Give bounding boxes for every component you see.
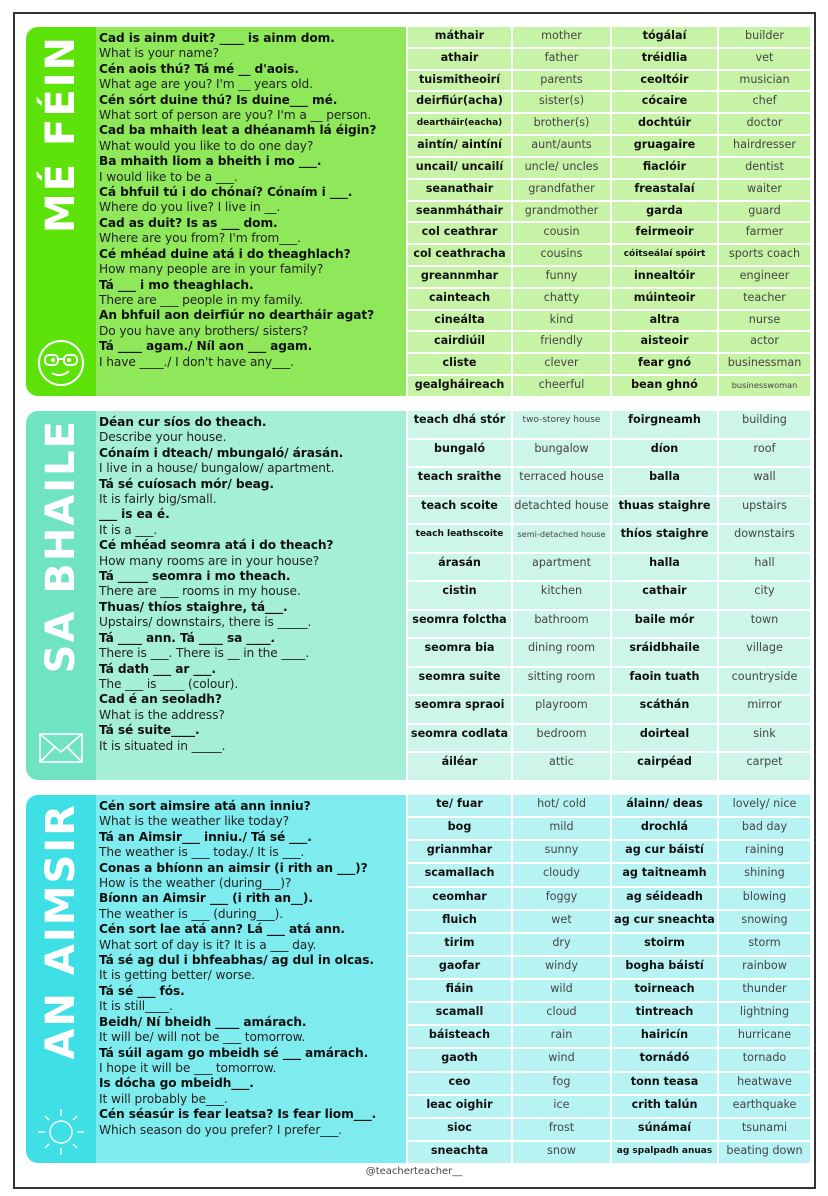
vocab-english-cell: semi-detached house [513, 525, 610, 552]
phrase-irish: Tá dath ___ ar ___. [99, 661, 216, 676]
phrase-irish: Cá bhfuil tú i do chónaí? Cónaím i ___. [99, 185, 353, 200]
vocab-irish-cell: gealgháireach [408, 376, 511, 396]
vocab-english-cell: bungalow [513, 440, 610, 467]
vocab-irish-cell: tintreach [612, 1003, 717, 1024]
vocab-english-cell: wall [719, 468, 810, 495]
vocab-english-cell: rainbow [719, 957, 810, 978]
vocab-irish-cell: cistin [408, 582, 511, 609]
vocab-english-cell: rain [513, 1026, 610, 1047]
phrase-irish: ___ is ea é. [99, 507, 170, 522]
vocab-irish-cell: tornádó [612, 1049, 717, 1070]
vocab-irish-cell: thíos staighre [612, 525, 717, 552]
vocab-english-cell: blowing [719, 888, 810, 909]
vocab-english-cell: lovely/ nice [719, 795, 810, 816]
phrase-irish: Tá sé ___ fós. [99, 983, 185, 998]
phrase-english: Describe your house. [99, 430, 227, 445]
vocab-irish-cell: árasán [408, 554, 511, 581]
vocab-irish-cell: te/ fuar [408, 795, 511, 816]
phrase-irish: Bíonn an Aimsir ___ (i rith an__). [99, 891, 313, 906]
vocab-english-cell: downstairs [719, 525, 810, 552]
phrase-english: There is ___. There is __ in the ____. [99, 646, 310, 661]
vocab-irish-cell: múinteoir [612, 289, 717, 309]
vocab-irish-cell: ag cur sneachta [612, 911, 717, 932]
vocab-english-cell: musician [719, 71, 810, 91]
vocab-irish-cell: díon [612, 440, 717, 467]
phrase-english: What sort of person are you? I'm a __ person. [99, 108, 372, 123]
phrase-english: Where are you from? I'm from___. [99, 231, 301, 246]
vocab-english-cell: building [719, 411, 810, 438]
phrase-irish: Cén sort aimsire atá ann inniu? [99, 799, 311, 813]
glasses-face-icon [36, 338, 86, 388]
phrase-english: It is getting better/ worse. [99, 968, 256, 983]
vocab-english-cell: businessman [719, 354, 810, 374]
vocab-irish-cell: sioc [408, 1119, 511, 1140]
section-title: SA BHAILE [38, 419, 84, 674]
phrase-english: I have ____./ I don't have any___. [99, 354, 294, 369]
vocab-english-cell: kitchen [513, 582, 610, 609]
vocab-english-cell: heatwave [719, 1073, 810, 1094]
phrase-irish: Déan cur síos do theach. [99, 415, 267, 429]
vocab-irish-cell: fiáin [408, 980, 511, 1001]
phrase-irish: Tá an Aimsir___ inniu./ Tá sé ___. [99, 829, 312, 844]
vocab-irish-cell: teach dhá stór [408, 411, 511, 438]
vocab-english-cell: upstairs [719, 497, 810, 524]
phrase-english: What is the address? [99, 707, 225, 722]
phrase-english: Do you have any brothers/ sisters? [99, 323, 309, 338]
vocab-irish-cell: ag spalpadh anuas [612, 1142, 717, 1163]
vocab-irish-cell: toirneach [612, 980, 717, 1001]
phrase-irish: Cónaím i dteach/ mbungaló/ árasán. [99, 445, 344, 460]
vocab-english-cell: hall [719, 554, 810, 581]
vocab-english-cell: actor [719, 332, 810, 352]
vocab-english-cell: wind [513, 1049, 610, 1070]
phrase-english: How many rooms are in your house? [99, 553, 320, 568]
vocab-irish-cell: seanmháthair [408, 202, 511, 222]
vocab-english-cell: terraced house [513, 468, 610, 495]
vocab-english-cell: brother(s) [513, 114, 610, 134]
vocab-english-cell: cousin [513, 223, 610, 243]
vocab-english-cell: cousins [513, 245, 610, 265]
vocab-english-cell: hurricane [719, 1026, 810, 1047]
vocab-irish-cell: teach leathscoite [408, 525, 511, 552]
vocab-english-cell: engineer [719, 267, 810, 287]
vocab-english-cell: builder [719, 27, 810, 47]
vocab-english-cell: hairdresser [719, 136, 810, 156]
phrase-irish: Cad é an seoladh? [99, 692, 222, 707]
vocab-english-cell: countryside [719, 668, 810, 695]
vocab-english-cell: mirror [719, 696, 810, 723]
phrase-english: There are ___ people in my family. [99, 292, 303, 307]
vocab-irish-cell: cócaire [612, 92, 717, 112]
phrase-english: I live in a house/ bungalow/ apartment. [99, 461, 335, 476]
vocab-english-cell: playroom [513, 696, 610, 723]
vocab-table [406, 795, 802, 1163]
vocab-irish-cell: fear gnó [612, 354, 717, 374]
phrase-irish: Tá sé ag dul i bhfeabhas/ ag dul in olcas. [99, 953, 374, 968]
phrase-irish: Tá ____ agam./ Níl aon ___ agam. [99, 339, 313, 354]
vocab-english-cell: snowing [719, 911, 810, 932]
phrase-english: It is situated in _____. [99, 738, 226, 753]
vocab-irish-cell: cairpéad [612, 753, 717, 780]
vocab-english-cell: clever [513, 354, 610, 374]
vocab-irish-cell: deirfiúr(acha) [408, 92, 511, 112]
vocab-english-cell: aunt/aunts [513, 136, 610, 156]
phrase-irish: Cé mhéad duine atá i do theaghlach? [99, 246, 351, 261]
vocab-english-cell: shining [719, 864, 810, 885]
vocab-english-cell: foggy [513, 888, 610, 909]
vocab-irish-cell: scamall [408, 1003, 511, 1024]
vocab-english-cell: chatty [513, 289, 610, 309]
vocab-irish-cell: stoirm [612, 934, 717, 955]
vocab-english-cell: storm [719, 934, 810, 955]
phrase-english: How many people are in your family? [99, 262, 324, 277]
vocab-irish-cell: ceo [408, 1073, 511, 1094]
vocab-english-cell: thunder [719, 980, 810, 1001]
vocab-english-cell: chef [719, 92, 810, 112]
vocab-irish-cell: ceoltóir [612, 71, 717, 91]
vocab-irish-cell: seomra codlata [408, 725, 511, 752]
phrase-list [96, 411, 406, 780]
phrase-list [96, 795, 406, 1163]
phrase-english: What would you like to do one day? [99, 138, 314, 153]
vocab-irish-cell: máthair [408, 27, 511, 47]
phrase-irish: Cén sort lae atá ann? Lá ___ atá ann. [99, 922, 345, 937]
vocab-irish-cell: hairicín [612, 1026, 717, 1047]
phrase-english: How is the weather (during___)? [99, 876, 292, 891]
vocab-english-cell: dry [513, 934, 610, 955]
phrase-english: It is a ___. [99, 522, 158, 537]
vocab-english-cell: bedroom [513, 725, 610, 752]
phrase-english: What is the weather like today? [99, 814, 289, 829]
vocab-irish-cell: ceomhar [408, 888, 511, 909]
phrase-irish: Cén sórt duine thú? Is duine___ mé. [99, 92, 338, 107]
phrase-english: Where do you live? I live in __. [99, 200, 281, 215]
vocab-irish-cell: seanathair [408, 180, 511, 200]
vocab-irish-cell: leac oighir [408, 1096, 511, 1117]
vocab-irish-cell: deartháir(eacha) [408, 114, 511, 134]
vocab-english-cell: businesswoman [719, 376, 810, 396]
vocab-irish-cell: cainteach [408, 289, 511, 309]
phrase-english: Upstairs/ downstairs, there is _____. [99, 615, 312, 630]
phrase-irish: An bhfuil aon deirfiúr no deartháir agat? [99, 308, 375, 323]
vocab-irish-cell: sráidbhaile [612, 639, 717, 666]
vocab-irish-cell: baile mór [612, 611, 717, 638]
vocab-irish-cell: altra [612, 311, 717, 331]
section-side-banner [26, 411, 96, 780]
vocab-irish-cell: feirmeoir [612, 223, 717, 243]
vocab-english-cell: carpet [719, 753, 810, 780]
vocab-english-cell: dentist [719, 158, 810, 178]
phrase-english: What age are you? I'm __ years old. [99, 77, 313, 92]
phrase-english: The ___ is ____ (colour). [99, 676, 239, 691]
vocab-english-cell: beating down [719, 1142, 810, 1163]
phrase-irish: Cad ba mhaith leat a dhéanamh lá éigin? [99, 123, 377, 138]
vocab-irish-cell: cairdiúil [408, 332, 511, 352]
vocab-english-cell: wild [513, 980, 610, 1001]
vocab-english-cell: sister(s) [513, 92, 610, 112]
vocab-irish-cell: cóitseálaí spóirt [612, 245, 717, 265]
vocab-irish-cell: uncail/ uncailí [408, 158, 511, 178]
vocab-irish-cell: bean ghnó [612, 376, 717, 396]
section-side-banner [26, 795, 96, 1163]
phrase-irish: Is dócha go mbeidh___. [99, 1076, 254, 1091]
vocab-english-cell: vet [719, 49, 810, 69]
vocab-english-cell: detachted house [513, 497, 610, 524]
vocab-irish-cell: scáthán [612, 696, 717, 723]
vocab-english-cell: snow [513, 1142, 610, 1163]
phrase-irish: Cad as duit? Is as ___ dom. [99, 215, 278, 230]
sun-icon [36, 1105, 86, 1155]
section-an-aimsir [26, 795, 802, 1163]
vocab-english-cell: lightning [719, 1003, 810, 1024]
vocab-english-cell: kind [513, 311, 610, 331]
vocab-english-cell: bathroom [513, 611, 610, 638]
phrase-irish: Cén aois thú? Tá mé __ d'aois. [99, 61, 299, 76]
vocab-english-cell: raining [719, 841, 810, 862]
phrase-irish: Thuas/ thíos staighre, tá___. [99, 599, 288, 614]
phrase-irish: Cé mhéad seomra atá i do theach? [99, 538, 334, 553]
vocab-english-cell: sports coach [719, 245, 810, 265]
vocab-irish-cell: tuismitheoirí [408, 71, 511, 91]
vocab-english-cell: tsunami [719, 1119, 810, 1140]
vocab-irish-cell: aisteoir [612, 332, 717, 352]
vocab-irish-cell: álainn/ deas [612, 795, 717, 816]
vocab-english-cell: mild [513, 818, 610, 839]
phrase-english: What sort of day is it? It is a ___ day. [99, 937, 317, 952]
vocab-english-cell: grandfather [513, 180, 610, 200]
vocab-english-cell: ice [513, 1096, 610, 1117]
vocab-irish-cell: seomra spraoi [408, 696, 511, 723]
vocab-irish-cell: doirteal [612, 725, 717, 752]
vocab-irish-cell: garda [612, 202, 717, 222]
vocab-english-cell: sitting room [513, 668, 610, 695]
footer-handle: @teacherteacher__ [365, 1166, 463, 1177]
vocab-irish-cell: aintín/ aintíní [408, 136, 511, 156]
vocab-english-cell: village [719, 639, 810, 666]
vocab-irish-cell: seomra folctha [408, 611, 511, 638]
vocab-english-cell: city [719, 582, 810, 609]
vocab-irish-cell: drochlá [612, 818, 717, 839]
vocab-irish-cell: tirim [408, 934, 511, 955]
section-sa-bhaile [26, 411, 802, 780]
vocab-irish-cell: gaoth [408, 1049, 511, 1070]
vocab-english-cell: uncle/ uncles [513, 158, 610, 178]
vocab-irish-cell: tógálaí [612, 27, 717, 47]
section-me-fein [26, 27, 802, 396]
vocab-irish-cell: seomra bia [408, 639, 511, 666]
vocab-irish-cell: dochtúir [612, 114, 717, 134]
vocab-english-cell: waiter [719, 180, 810, 200]
vocab-irish-cell: col ceathracha [408, 245, 511, 265]
vocab-english-cell: frost [513, 1119, 610, 1140]
vocab-english-cell: father [513, 49, 610, 69]
vocab-english-cell: earthquake [719, 1096, 810, 1117]
phrase-english: The weather is ___ today./ It is ___. [99, 845, 305, 860]
vocab-irish-cell: bog [408, 818, 511, 839]
vocab-english-cell: parents [513, 71, 610, 91]
phrase-irish: Tá sé suite____. [99, 723, 200, 738]
vocab-english-cell: hot/ cold [513, 795, 610, 816]
phrase-irish: Tá ___ i mo theaghlach. [99, 277, 254, 292]
vocab-english-cell: doctor [719, 114, 810, 134]
vocab-english-cell: nurse [719, 311, 810, 331]
vocab-english-cell: bad day [719, 818, 810, 839]
vocab-irish-cell: athair [408, 49, 511, 69]
phrase-english: There are ___ rooms in my house. [99, 584, 301, 599]
vocab-irish-cell: innealtóir [612, 267, 717, 287]
vocab-english-cell: friendly [513, 332, 610, 352]
vocab-irish-cell: fiaclóir [612, 158, 717, 178]
phrase-irish: Beidh/ Ní bheidh ____ amárach. [99, 1014, 307, 1029]
vocab-english-cell: dining room [513, 639, 610, 666]
phrase-english: It is still____. [99, 999, 173, 1014]
vocab-irish-cell: báisteach [408, 1026, 511, 1047]
vocab-irish-cell: gaofar [408, 957, 511, 978]
vocab-english-cell: fog [513, 1073, 610, 1094]
vocab-irish-cell: cineálta [408, 311, 511, 331]
vocab-table [406, 411, 802, 780]
phrase-irish: Tá súil agam go mbeidh sé ___ amárach. [99, 1045, 369, 1060]
vocab-irish-cell: seomra suite [408, 668, 511, 695]
vocab-irish-cell: súnámaí [612, 1119, 717, 1140]
vocab-table [406, 27, 802, 396]
phrase-english: It is fairly big/small. [99, 492, 217, 507]
vocab-english-cell: two-storey house [513, 411, 610, 438]
vocab-irish-cell: balla [612, 468, 717, 495]
vocab-english-cell: town [719, 611, 810, 638]
phrase-english: The weather is ___ (during___). [99, 906, 284, 921]
vocab-irish-cell: bungaló [408, 440, 511, 467]
vocab-english-cell: windy [513, 957, 610, 978]
vocab-irish-cell: scamallach [408, 864, 511, 885]
phrase-english: I hope it will be ___ tomorrow. [99, 1060, 277, 1075]
vocab-english-cell: wet [513, 911, 610, 932]
vocab-irish-cell: freastalaí [612, 180, 717, 200]
vocab-irish-cell: fluich [408, 911, 511, 932]
phrase-english: It will probably be___. [99, 1091, 228, 1106]
phrase-irish: Tá ____ ann. Tá ____ sa ____. [99, 630, 275, 645]
vocab-irish-cell: halla [612, 554, 717, 581]
phrase-irish: Ba mhaith liom a bheith i mo ___. [99, 154, 322, 169]
envelope-icon [36, 722, 86, 772]
vocab-english-cell: apartment [513, 554, 610, 581]
vocab-irish-cell: bogha báistí [612, 957, 717, 978]
vocab-irish-cell: foirgneamh [612, 411, 717, 438]
vocab-irish-cell: gruagaire [612, 136, 717, 156]
phrase-list [96, 27, 406, 396]
vocab-irish-cell: greannmhar [408, 267, 511, 287]
vocab-irish-cell: thuas staighre [612, 497, 717, 524]
vocab-english-cell: attic [513, 753, 610, 780]
vocab-english-cell: mother [513, 27, 610, 47]
vocab-irish-cell: cathair [612, 582, 717, 609]
phrase-irish: Tá sé cuíosach mór/ beag. [99, 476, 274, 491]
phrase-english: What is your name? [99, 46, 220, 61]
vocab-english-cell: cloudy [513, 864, 610, 885]
phrase-english: Which season do you prefer? I prefer___. [99, 1122, 343, 1137]
vocab-irish-cell: teach sraithe [408, 468, 511, 495]
vocab-irish-cell: faoin tuath [612, 668, 717, 695]
vocab-irish-cell: teach scoite [408, 497, 511, 524]
vocab-irish-cell: tonn teasa [612, 1073, 717, 1094]
phrase-irish: Tá _____ seomra i mo theach. [99, 569, 291, 584]
section-side-banner [26, 27, 96, 396]
vocab-irish-cell: cliste [408, 354, 511, 374]
vocab-english-cell: grandmother [513, 202, 610, 222]
phrase-irish: Cén séasúr is fear leatsa? Is fear liom___. [99, 1107, 377, 1122]
vocab-irish-cell: ag cur báistí [612, 841, 717, 862]
phrase-english: It will be/ will not be ___ tomorrow. [99, 1030, 306, 1045]
vocab-english-cell: sink [719, 725, 810, 752]
vocab-irish-cell: crith talún [612, 1096, 717, 1117]
vocab-english-cell: teacher [719, 289, 810, 309]
vocab-english-cell: roof [719, 440, 810, 467]
vocab-english-cell: cheerful [513, 376, 610, 396]
vocab-irish-cell: grianmhar [408, 841, 511, 862]
vocab-english-cell: sunny [513, 841, 610, 862]
vocab-english-cell: tornado [719, 1049, 810, 1070]
vocab-irish-cell: ag séideadh [612, 888, 717, 909]
section-title: MÉ FÉIN [38, 35, 84, 234]
vocab-english-cell: funny [513, 267, 610, 287]
phrase-irish: Cad is ainm duit? ____ is ainm dom. [99, 31, 335, 45]
phrase-english: I would like to be a ___. [99, 169, 238, 184]
vocab-irish-cell: tréidlia [612, 49, 717, 69]
vocab-english-cell: guard [719, 202, 810, 222]
section-title: AN AIMSIR [38, 803, 84, 1060]
vocab-english-cell: cloud [513, 1003, 610, 1024]
vocab-irish-cell: áiléar [408, 753, 511, 780]
vocab-english-cell: farmer [719, 223, 810, 243]
vocab-irish-cell: col ceathrar [408, 223, 511, 243]
vocab-irish-cell: sneachta [408, 1142, 511, 1163]
vocab-irish-cell: ag taitneamh [612, 864, 717, 885]
phrase-irish: Conas a bhíonn an aimsir (i rith an ___)? [99, 860, 368, 875]
